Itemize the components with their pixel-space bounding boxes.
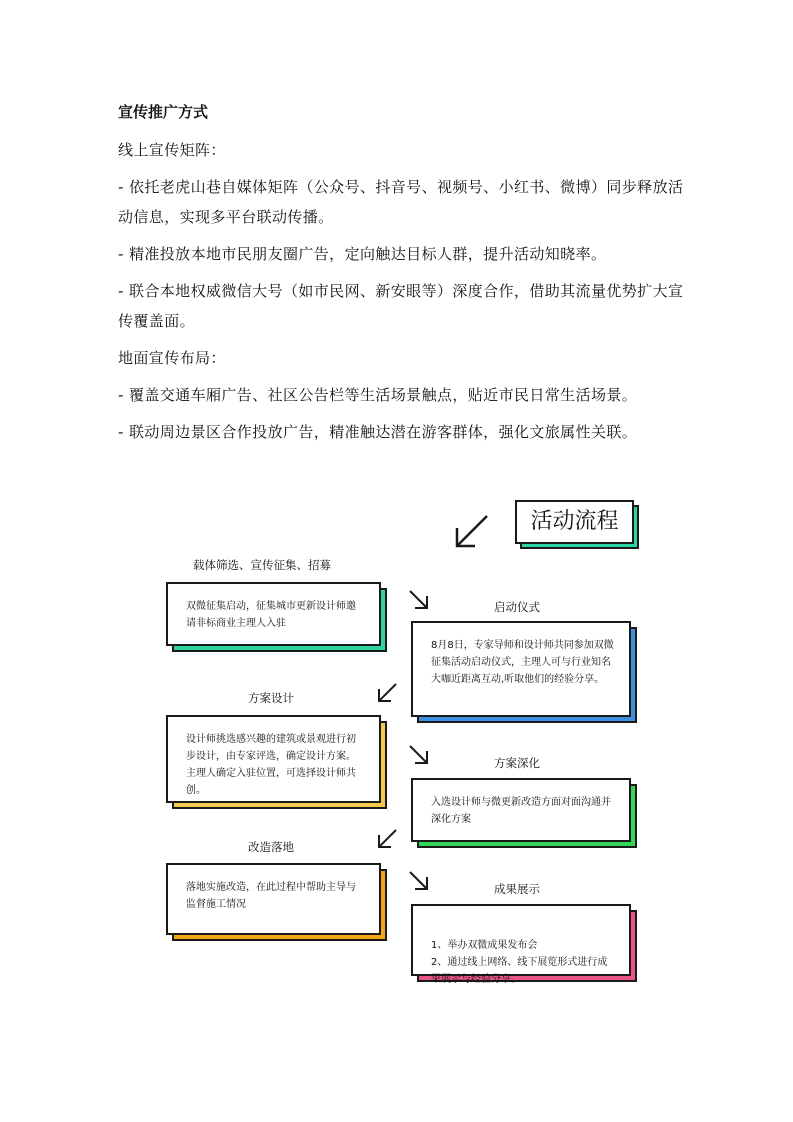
section-heading: 宣传推广方式 — [118, 103, 209, 121]
paragraph-offline-1: - 覆盖交通车厢广告、社区公告栏等生活场景触点，贴近市民日常生活场景。 — [118, 386, 638, 404]
step-5-card — [166, 863, 381, 935]
step-6-title: 成果展示 — [494, 882, 540, 896]
step-3-text: 设计师挑选感兴趣的建筑或景观进行初步设计，由专家评选，确定设计方案。主理人确定入驻位置，可选择设计师共创。 — [186, 734, 356, 796]
arrow-down-left-icon — [375, 827, 399, 851]
arrow-down-left-icon — [452, 512, 492, 552]
step-5-text: 落地实施改造，在此过程中帮助主导与监督施工情况 — [186, 882, 356, 910]
paragraph-online-2: - 精准投放本地市民朋友圈广告，定向触达目标人群，提升活动知晓率。 — [118, 245, 607, 263]
paragraph-offline-header: 地面宣传布局： — [118, 349, 226, 367]
step-1-title: 载体筛选、宣传征集、招募 — [193, 558, 331, 572]
step-5-title: 改造落地 — [248, 840, 294, 854]
paragraph-offline-2: - 联动周边景区合作投放广告，精准触达潜在游客群体，强化文旅属性关联。 — [118, 423, 638, 441]
paragraph-online-header: 线上宣传矩阵： — [118, 141, 226, 159]
step-3-card — [166, 715, 381, 803]
step-2-card — [411, 621, 631, 717]
step-6-card — [411, 904, 631, 985]
paragraph-online-1: - 依托老虎山巷自媒体矩阵（公众号、抖音号、视频号、小红书、微博）同步释放活动信息，实现多平台联动传播。 — [118, 178, 684, 226]
step-3-title: 方案设计 — [248, 691, 294, 705]
paragraph-online-3: - 联合本地权威微信大号（如市民网、新安眼等）深度合作，借助其流量优势扩大宣传覆盖面。 — [118, 282, 684, 330]
arrow-down-right-icon — [407, 869, 431, 893]
arrow-down-left-icon — [375, 681, 399, 705]
step-6-text: 1、举办双微成果发布会 2、通过线上网络、线下展览形式进行成果展示与经验分享。 — [431, 940, 608, 985]
step-1-text: 双微征集启动，征集城市更新设计师邀请非标商业主理人入驻 — [186, 601, 356, 629]
step-2-text: 8月8日，专家导师和设计师共同参加双微征集活动启动仪式，主理人可与行业知名大咖近距离互动,听取他们的经验分享。 — [431, 640, 614, 685]
step-4-card — [411, 778, 631, 842]
step-4-text: 入选设计师与微更新改造方面对面沟通并深化方案 — [431, 797, 611, 825]
arrow-down-right-icon — [407, 588, 431, 612]
step-2-title: 启动仪式 — [494, 600, 540, 614]
flow-title: 活动流程 — [515, 500, 634, 544]
step-4-title: 方案深化 — [494, 756, 540, 770]
arrow-down-right-icon — [407, 743, 431, 767]
step-1-card — [166, 582, 381, 646]
